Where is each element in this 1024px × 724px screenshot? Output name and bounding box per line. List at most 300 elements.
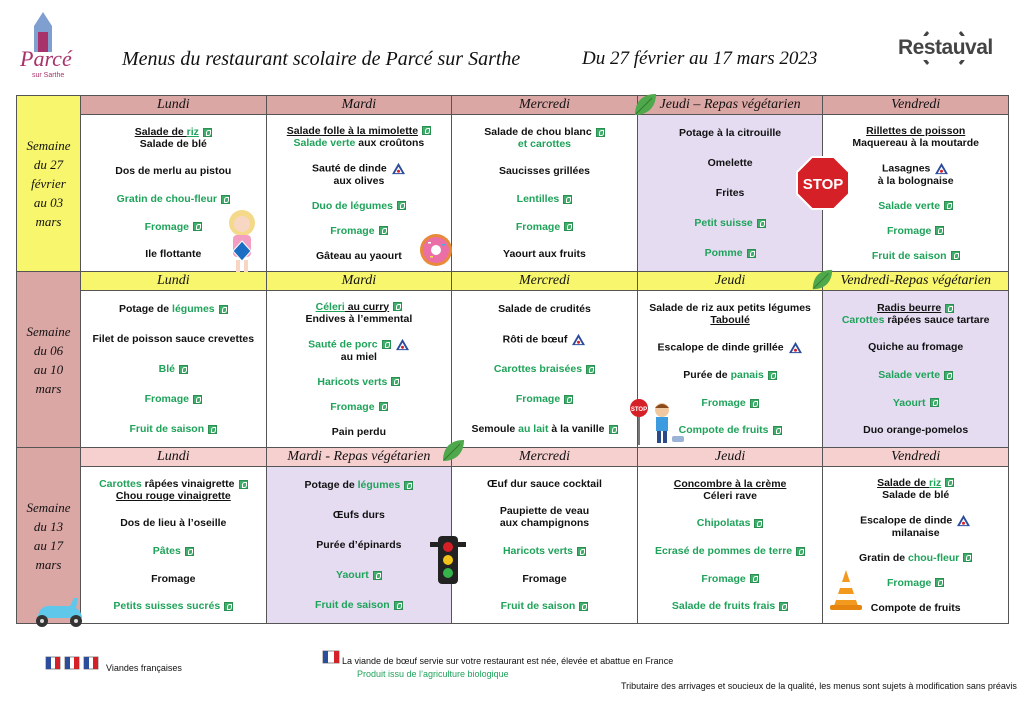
boy-stop-sign-icon [626, 398, 692, 448]
dish-line [456, 221, 633, 233]
dish-line [456, 165, 633, 177]
dish-item [456, 126, 633, 150]
dish-item [827, 225, 1004, 237]
day-menu-cell [452, 115, 638, 272]
organic-icon [935, 226, 944, 235]
dish-text: Semoule [471, 423, 519, 436]
dish-item [85, 545, 262, 557]
dish-line [642, 490, 819, 502]
dish-text: Fruit de saison [315, 599, 390, 611]
dish-text: Ile flottante [145, 248, 202, 261]
dish-item [271, 479, 448, 491]
dish-item [642, 247, 819, 259]
organic-icon [373, 571, 382, 580]
dish-text: Potage de [304, 479, 358, 491]
organic-icon [193, 222, 202, 231]
week-header-row [17, 96, 1009, 115]
organic-icon [779, 602, 788, 611]
organic-icon [564, 222, 573, 231]
logo-sub: sur Sarthe [32, 72, 65, 79]
dish-line [271, 539, 448, 551]
leaf-icon [810, 268, 834, 292]
restauval-wordmark: Restauval [898, 36, 993, 59]
dish-item [642, 341, 819, 354]
dish-line [642, 545, 819, 557]
dish-list [81, 291, 266, 447]
dish-line [827, 162, 1004, 175]
dish-text: légumes [357, 479, 401, 491]
dish-text: Lentilles [516, 192, 560, 205]
dish-line [456, 303, 633, 315]
dish-item [642, 187, 819, 199]
organic-icon [768, 371, 777, 380]
week-label-line: Semaine [26, 499, 71, 515]
dish-list [452, 467, 637, 623]
dish-item [271, 200, 448, 212]
legend-viandes: Viandes françaises [106, 663, 182, 673]
dish-text: Salade de riz aux petits légumes [649, 301, 811, 314]
dish-text: Fromage [522, 572, 567, 585]
organic-icon [563, 195, 572, 204]
dish-line [456, 423, 633, 435]
organic-icon [379, 226, 388, 235]
dish-item [85, 517, 262, 529]
dish-item [456, 423, 633, 435]
dish-line [642, 302, 819, 314]
week-label-line: au 17 [33, 537, 64, 553]
dish-item [827, 200, 1004, 212]
dish-item [827, 369, 1004, 381]
french-meat-icon [788, 341, 803, 354]
organic-icon [579, 602, 588, 611]
day-header: Mardi - Repas végétarien [266, 448, 452, 467]
dish-item [85, 393, 262, 405]
dish-line [85, 193, 262, 205]
dish-line [642, 247, 819, 259]
dish-text: Fromage [887, 224, 932, 237]
organic-icon [796, 547, 805, 556]
dish-item [827, 514, 1004, 539]
dish-item [642, 545, 819, 557]
dish-line [85, 478, 262, 490]
dish-line [271, 338, 448, 351]
dish-line [85, 573, 262, 585]
dish-line [827, 397, 1004, 409]
dish-item [456, 221, 633, 233]
french-meat-icon [571, 333, 586, 346]
dish-text: Céleri rave [703, 489, 757, 502]
dish-line [456, 600, 633, 612]
organic-icon [754, 519, 763, 528]
dish-line [456, 138, 633, 150]
organic-icon [221, 195, 230, 204]
logo-brand: Parcé [20, 46, 72, 71]
week-header-row [17, 448, 1009, 467]
day-header: Mardi [266, 272, 452, 291]
dish-text: Sauté de porc [308, 337, 378, 350]
dish-list [267, 467, 452, 623]
dish-text: Quiche au fromage [868, 341, 964, 354]
dish-text: aux olives [333, 174, 385, 187]
dish-line [271, 162, 448, 175]
restauval-logo [896, 22, 1006, 74]
dish-line [827, 175, 1004, 187]
dish-text: râpées sauce tartare [884, 313, 990, 326]
dish-line [456, 248, 633, 260]
dish-line [827, 514, 1004, 527]
week-label-line: du 06 [33, 342, 64, 358]
dish-item [85, 478, 262, 502]
dish-line [456, 478, 633, 490]
day-header: Vendredi-Repas végétarien [823, 272, 1009, 291]
dish-line [642, 314, 819, 326]
dish-text: au curry [344, 300, 390, 313]
day-menu-cell [266, 291, 452, 448]
dish-item [271, 599, 448, 611]
dish-line [85, 165, 262, 177]
dish-item [456, 393, 633, 405]
dish-item [456, 248, 633, 260]
day-header: Jeudi [637, 272, 823, 291]
dish-text: Fromage [151, 572, 196, 585]
dish-text: Duo orange-pomelos [863, 424, 969, 437]
dish-text: Yaourt [892, 396, 926, 409]
dish-line [642, 127, 819, 139]
dish-text: Salade de blé [882, 488, 950, 501]
dish-list [452, 115, 637, 271]
dish-line [271, 509, 448, 521]
dish-text: Sauté de dinde [312, 161, 387, 174]
dish-line [827, 424, 1004, 436]
dish-item [85, 423, 262, 435]
organic-icon [747, 249, 756, 258]
parce-logo [14, 12, 78, 82]
day-header: Jeudi – Repas végétarien [637, 96, 823, 115]
dish-text: riz [186, 125, 199, 138]
day-header: Mardi [266, 96, 452, 115]
dish-line [456, 573, 633, 585]
dish-item [85, 303, 262, 315]
dish-text: Yaourt [336, 569, 369, 581]
dish-text: au lait [518, 423, 549, 436]
dish-text: Fromage [144, 220, 189, 233]
dish-line [827, 137, 1004, 149]
dish-line [85, 423, 262, 435]
organic-icon [179, 365, 188, 374]
dish-line [642, 157, 819, 169]
dish-item [85, 363, 262, 375]
dish-text: Fromage [330, 224, 375, 237]
dish-text: Fromage [887, 576, 932, 589]
dish-text: Taboulé [710, 313, 750, 326]
dish-text: Fruit de saison [871, 249, 947, 262]
dish-line [827, 250, 1004, 262]
dish-line [85, 600, 262, 612]
leaf-icon [632, 92, 658, 118]
dish-item [827, 125, 1004, 149]
dish-item [456, 505, 633, 529]
dish-item [827, 477, 1004, 501]
day-header: Vendredi [823, 448, 1009, 467]
menu-table [16, 95, 1009, 624]
organic-icon [596, 128, 605, 137]
dish-text: Carottes [841, 313, 885, 326]
week-label-line: février [31, 176, 66, 191]
day-header: Lundi [81, 448, 267, 467]
day-header: Mercredi [452, 272, 638, 291]
dish-line [85, 363, 262, 375]
day-menu-cell [81, 291, 267, 448]
week-label-line: Semaine [26, 138, 71, 153]
day-menu-cell [637, 467, 823, 624]
day-header: Vendredi [823, 96, 1009, 115]
week-label-line: mars [35, 556, 62, 572]
dish-text: Endives à l’emmental [305, 312, 413, 325]
dish-text: Œuf dur sauce cocktail [487, 477, 602, 490]
dish-line [642, 517, 819, 529]
dish-item [827, 250, 1004, 262]
dish-text: riz [929, 476, 942, 489]
dish-text: Pomme [704, 247, 743, 259]
week-label-line: au 10 [33, 361, 64, 377]
dish-item [642, 600, 819, 612]
week-label [17, 96, 81, 272]
french-meat-icon [395, 338, 410, 351]
dish-text: Filet de poisson sauce crevettes [92, 333, 255, 345]
dish-line [456, 333, 633, 346]
dish-text: Compote de fruits [870, 601, 961, 614]
dish-text: Salade verte [293, 136, 356, 149]
dish-list [823, 291, 1008, 447]
page-title: Menus du restaurant scolaire de Parcé sur Sarthe [122, 48, 521, 70]
organic-icon [750, 574, 759, 583]
dish-text: Escalope de dinde [860, 513, 953, 526]
dish-line [85, 490, 262, 502]
dish-line [85, 138, 262, 150]
dish-text: Œufs durs [332, 509, 385, 521]
dish-line [827, 477, 1004, 489]
organic-icon [945, 478, 954, 487]
organic-icon [224, 602, 233, 611]
dish-text: chou-fleur [908, 551, 960, 564]
week-label-line: mars [35, 214, 62, 229]
dish-item [827, 341, 1004, 353]
organic-icon [944, 371, 953, 380]
organic-icon [394, 601, 403, 610]
day-menu-cell [452, 467, 638, 624]
dish-text: Duo de légumes [311, 199, 393, 212]
dish-item [271, 376, 448, 388]
dish-item [642, 369, 819, 381]
dish-line [271, 426, 448, 438]
dish-line [271, 125, 448, 137]
french-meat-icon [391, 162, 406, 175]
dish-text: Chou rouge vinaigrette [115, 489, 231, 502]
dish-line [642, 187, 819, 199]
legend-boeuf: La viande de bœuf servie sur votre restaurant est née, élevée et abattue en France [342, 656, 674, 666]
week-menu-row [17, 291, 1009, 448]
dish-text: Salade de chou blanc [484, 125, 592, 138]
week-label-line: Semaine [26, 323, 71, 339]
dish-item [827, 397, 1004, 409]
dish-text: Fruit de saison [129, 423, 205, 435]
leaf-icon [440, 437, 466, 465]
dish-text: Fruit de saison [500, 600, 576, 613]
dish-text: Petit suisse [694, 217, 753, 229]
dish-item [642, 302, 819, 326]
dish-item [85, 333, 262, 345]
dish-line [827, 314, 1004, 326]
dish-text: Fromage [330, 400, 375, 413]
dish-text: aux champignons [499, 517, 590, 530]
day-header: Lundi [81, 272, 267, 291]
day-menu-cell [823, 291, 1009, 448]
dish-list [267, 291, 452, 447]
dish-item [456, 545, 633, 557]
dish-item [642, 217, 819, 229]
dish-line [642, 573, 819, 585]
dish-item [271, 301, 448, 325]
french-beef-logo-icon [322, 649, 340, 665]
dish-list [823, 115, 1008, 271]
dish-text: Salade de [877, 476, 930, 489]
dish-text: Rôti de bœuf [502, 332, 568, 345]
organic-icon [757, 219, 766, 228]
dish-line [642, 217, 819, 229]
small-stop-text: STOP [630, 407, 648, 413]
dish-line [271, 569, 448, 581]
dish-item [456, 600, 633, 612]
dish-list [452, 291, 637, 447]
dish-line [85, 333, 262, 345]
dish-text: et carottes [517, 137, 572, 150]
dish-text: Carottes [99, 477, 142, 490]
dish-text: légumes [172, 303, 215, 315]
dish-text: Fromage [701, 572, 746, 585]
dish-list [638, 467, 823, 623]
dish-line [827, 489, 1004, 501]
dish-item [271, 338, 448, 363]
dish-item [271, 125, 448, 149]
dish-item [456, 478, 633, 490]
dish-item [456, 333, 633, 346]
dish-line [271, 137, 448, 149]
organic-icon [944, 201, 953, 210]
dish-text: Salade de fruits frais [671, 600, 776, 613]
organic-icon [193, 395, 202, 404]
dish-text: Salade de blé [139, 137, 207, 150]
week-menu-row [17, 115, 1009, 272]
dish-line [85, 303, 262, 315]
disclaimer: Tributaire des arrivages et soucieux de la qualité, les menus sont sujets à modification sans préavis [621, 681, 1017, 691]
stop-sign-icon [795, 155, 851, 211]
day-header: Jeudi [637, 448, 823, 467]
organic-icon [219, 305, 228, 314]
organic-icon [397, 201, 406, 210]
dish-item [271, 539, 448, 551]
dish-text: Haricots verts [502, 544, 573, 557]
dish-text: Concombre à la crème [673, 477, 787, 490]
dish-text: Yaourt aux fruits [503, 248, 586, 261]
french-meat-logos-icon [44, 654, 102, 672]
dish-text: Salade de crudités [498, 302, 591, 315]
dish-item [642, 517, 819, 529]
dish-text: Fromage [144, 393, 189, 405]
dish-text: Salade verte [878, 199, 941, 212]
dish-line [642, 478, 819, 490]
dish-text: Gratin de chou-fleur [116, 192, 217, 205]
dish-text: Gâteau au yaourt [316, 249, 402, 262]
organic-icon [185, 547, 194, 556]
scooter-icon [30, 594, 88, 628]
week-label [17, 272, 81, 448]
dish-text: Céleri [315, 300, 345, 313]
organic-icon [393, 302, 402, 311]
girl-crossing-icon [222, 205, 262, 275]
dish-line [271, 599, 448, 611]
dish-text: Rillettes de poisson [866, 124, 966, 137]
dish-text: Radis beurre [877, 301, 942, 314]
dish-line [827, 552, 1004, 564]
dish-text: Haricots verts [317, 375, 388, 388]
dish-text: Gratin de [859, 551, 909, 564]
dish-item [827, 552, 1004, 564]
organic-icon [391, 377, 400, 386]
dish-line [456, 193, 633, 205]
dish-line [85, 126, 262, 138]
dish-line [271, 401, 448, 413]
dish-item [456, 363, 633, 375]
dish-line [456, 363, 633, 375]
dish-line [456, 545, 633, 557]
dish-item [85, 165, 262, 177]
dish-text: Fromage [515, 393, 561, 406]
organic-icon [382, 340, 391, 349]
date-range: Du 27 février au 17 mars 2023 [582, 48, 818, 69]
day-menu-cell [452, 291, 638, 448]
dish-item [456, 193, 633, 205]
dish-item [642, 127, 819, 139]
dish-line [456, 517, 633, 529]
organic-icon [564, 395, 573, 404]
dish-line [271, 351, 448, 363]
dish-text: Purée d’épinards [316, 539, 402, 551]
stop-sign-text: STOP [802, 176, 844, 193]
dish-item [827, 162, 1004, 187]
french-meat-icon [956, 514, 971, 527]
dish-line [85, 393, 262, 405]
week-label-line: au 03 [33, 195, 64, 210]
organic-icon [951, 251, 960, 260]
dish-text: aux croûtons [355, 136, 425, 149]
dish-text: Dos de lieu à l’oseille [120, 517, 227, 530]
dish-text: Paupiette de veau [499, 505, 590, 518]
dish-text: râpées vinaigrette [141, 477, 235, 490]
dish-text: Pâtes [152, 544, 181, 557]
dish-line [456, 126, 633, 138]
organic-icon [773, 426, 782, 435]
dish-text: Salade de [134, 125, 187, 138]
dish-text: Chipolatas [696, 517, 751, 530]
dish-text: Fromage [515, 220, 561, 233]
dish-item [271, 401, 448, 413]
dish-text: Purée de [683, 369, 731, 382]
dish-line [827, 341, 1004, 353]
dish-line [271, 301, 448, 313]
french-meat-icon [934, 162, 949, 175]
dish-text: Omelette [707, 157, 753, 169]
day-header: Mercredi [452, 448, 638, 467]
